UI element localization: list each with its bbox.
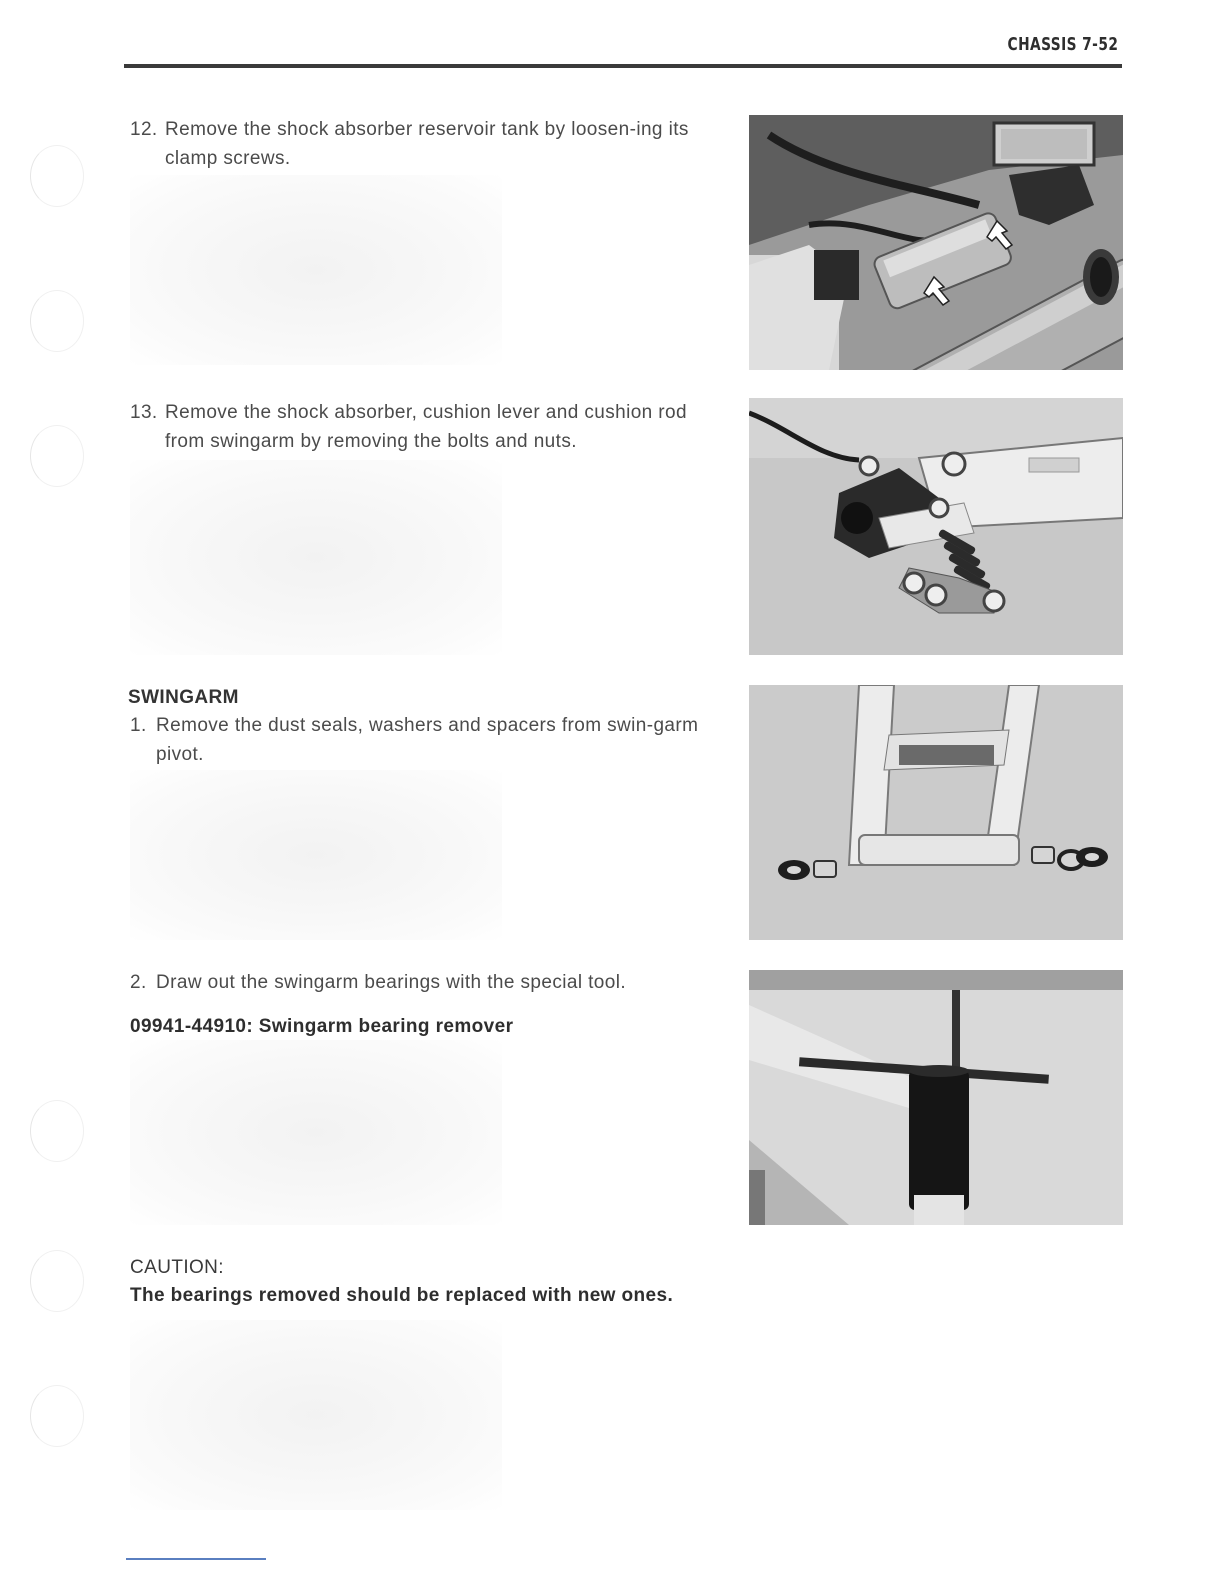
bleed-through-ghost	[130, 1320, 502, 1510]
bleed-through-ghost	[130, 175, 502, 365]
photo-illustration	[749, 685, 1123, 940]
bleed-through-ghost	[130, 460, 502, 655]
step-text: Draw out the swingarm bearings with the special tool.	[156, 972, 627, 993]
step-number: 12.	[130, 119, 158, 140]
binder-hole-shadow	[30, 1100, 84, 1162]
bleed-through-ghost	[130, 1040, 502, 1225]
step-text: Remove the shock absorber reservoir tank by loosen-ing its clamp screws.	[165, 119, 689, 169]
shock-absorber-cushion-lever-photo	[749, 398, 1123, 655]
binder-hole-shadow	[30, 1250, 84, 1312]
page-section-title: CHASSIS 7-52	[1007, 34, 1118, 55]
step-number: 13.	[130, 402, 158, 423]
photo-illustration	[749, 398, 1123, 655]
photo-illustration	[749, 115, 1123, 370]
bleed-through-ghost	[130, 770, 502, 940]
binder-hole-shadow	[30, 1385, 84, 1447]
special-tool-callout: 09941-44910: Swingarm bearing remover	[130, 1016, 514, 1037]
caution-text: The bearings removed should be replaced with new ones.	[130, 1285, 674, 1306]
binder-hole-shadow	[30, 290, 84, 352]
step-13	[130, 398, 720, 456]
section-heading-swingarm: SWINGARM	[128, 687, 239, 708]
step-text: Remove the shock absorber, cushion lever and cushion rod from swingarm by removing the bolts and nuts.	[165, 402, 687, 452]
binder-hole-shadow	[30, 145, 84, 207]
swingarm-bearing-remover-tool-photo	[749, 970, 1123, 1225]
swingarm-step-2	[130, 968, 730, 997]
step-number: 1.	[130, 715, 147, 736]
step-number: 2.	[130, 972, 147, 993]
swingarm-pivot-spacers-photo	[749, 685, 1123, 940]
swingarm-step-1	[130, 711, 720, 769]
photo-illustration	[749, 970, 1123, 1225]
binder-hole-shadow	[30, 425, 84, 487]
step-12	[130, 115, 720, 173]
footer-rule	[126, 1558, 266, 1560]
reservoir-tank-clamp-screws-photo	[749, 115, 1123, 370]
step-text: Remove the dust seals, washers and spacers from swin-garm pivot.	[156, 715, 699, 765]
page-header	[124, 34, 1122, 68]
caution-label: CAUTION:	[130, 1257, 224, 1278]
